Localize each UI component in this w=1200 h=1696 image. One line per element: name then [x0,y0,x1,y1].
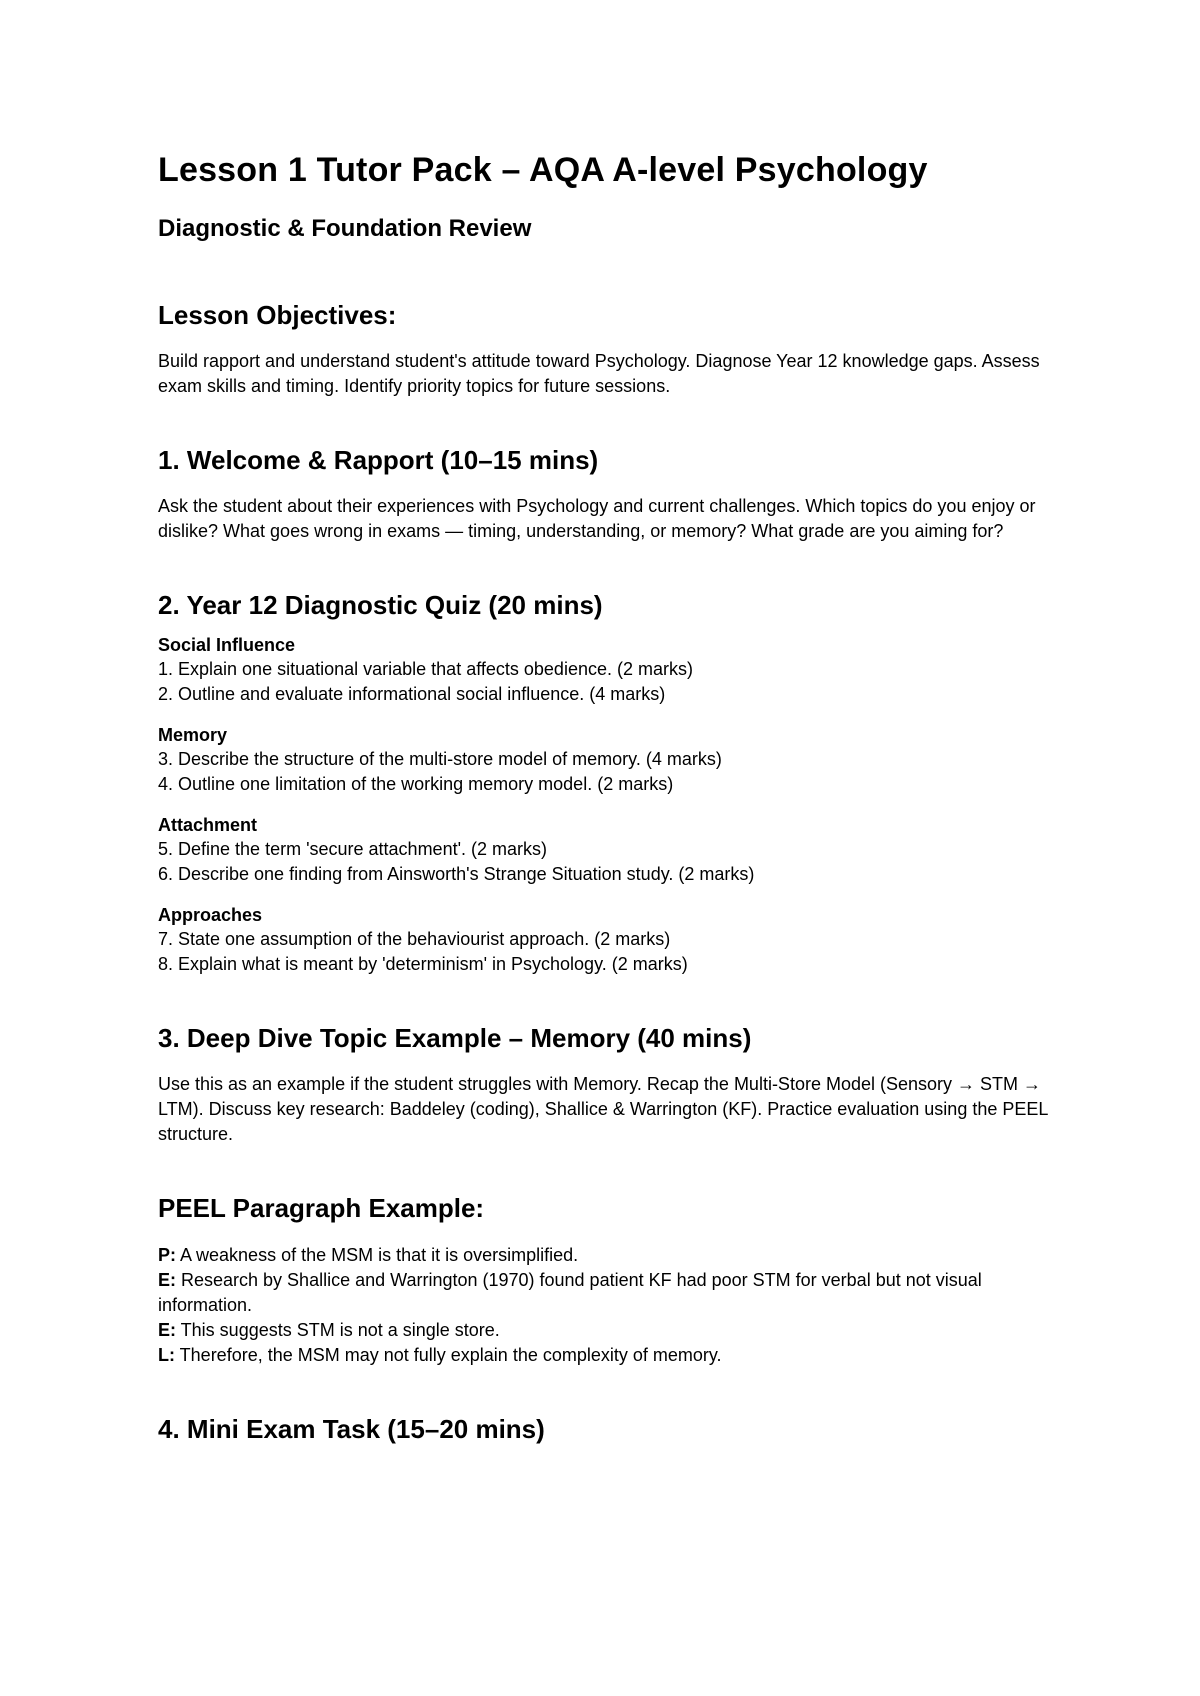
peel-letter: P: [158,1244,176,1265]
objectives-body: Build rapport and understand student's attitude toward Psychology. Diagnose Year 12 knowledge gaps. Assess exam skills and timing. Identify priority topics for future sessions. [158,350,1040,396]
quiz-heading: 2. Year 12 Diagnostic Quiz (20 mins) [158,589,603,620]
peel-line-link [158,1343,1058,1368]
quiz-group-title: Attachment [158,815,258,836]
peel-letter: E: [158,1269,176,1290]
quiz-question: 2. Outline and evaluate informational social influence. (4 marks) [158,684,666,705]
peel-text: This suggests STM is not a single store. [176,1319,500,1340]
deep-dive-section [158,1023,1058,1147]
quiz-group-approaches [158,903,1058,977]
welcome-body: Ask the student about their experiences with Psychology and current challenges. Which topics do you enjoy or dislike? What goes wrong in exams — timing, understanding, or memory? What grade are you aiming for? [158,495,1036,541]
peel-letter: L: [158,1344,175,1365]
peel-heading: PEEL Paragraph Example: [158,1193,485,1224]
quiz-section [158,590,1058,977]
document-page [158,150,1058,1445]
peel-letter: E: [158,1319,176,1340]
peel-text: A weakness of the MSM is that it is oversimplified. [176,1244,579,1265]
welcome-heading: 1. Welcome & Rapport (10–15 mins) [158,444,599,475]
quiz-group-title: Approaches [158,905,263,926]
quiz-question: 3. Describe the structure of the multi-store model of memory. (4 marks) [158,749,722,770]
document-subtitle: Diagnostic & Foundation Review [158,214,532,242]
peel-text: Research by Shallice and Warrington (1970) found patient KF had poor STM for verbal but not visual information. [158,1269,982,1315]
quiz-question: 6. Describe one finding from Ainsworth's Strange Situation study. (2 marks) [158,864,755,885]
quiz-group-attachment [158,813,1058,887]
peel-line-evidence [158,1268,1058,1318]
document-title: Lesson 1 Tutor Pack – AQA A-level Psychology [158,151,928,189]
deep-dive-heading: 3. Deep Dive Topic Example – Memory (40 mins) [158,1023,752,1054]
peel-list [158,1243,1058,1368]
welcome-section [158,445,1058,544]
quiz-group-title: Social Influence [158,635,296,656]
deep-dive-body: Use this as an example if the student struggles with Memory. Recap the Multi-Store Model (Sensory → STM → LTM). Discuss key research: Baddeley (coding), Shallice & Warrington (KF). Practice evaluation using the PEEL structure. [158,1074,1048,1145]
objectives-section [158,300,1058,399]
peel-line-explain [158,1318,1058,1343]
objectives-heading: Lesson Objectives: [158,299,397,330]
quiz-question: 1. Explain one situational variable that affects obedience. (2 marks) [158,659,693,680]
quiz-question: 7. State one assumption of the behaviourist approach. (2 marks) [158,929,671,950]
exam-task-heading: 4. Mini Exam Task (15–20 mins) [158,1413,545,1444]
quiz-question: 4. Outline one limitation of the working memory model. (2 marks) [158,774,674,795]
exam-task-section [158,1414,1058,1445]
peel-section [158,1193,1058,1367]
quiz-group-social-influence [158,633,1058,707]
peel-line-point [158,1243,1058,1268]
quiz-group-title: Memory [158,725,228,746]
peel-text: Therefore, the MSM may not fully explain the complexity of memory. [175,1344,722,1365]
quiz-question: 8. Explain what is meant by 'determinism' in Psychology. (2 marks) [158,954,688,975]
quiz-question: 5. Define the term 'secure attachment'. (2 marks) [158,839,548,860]
quiz-group-memory [158,723,1058,797]
